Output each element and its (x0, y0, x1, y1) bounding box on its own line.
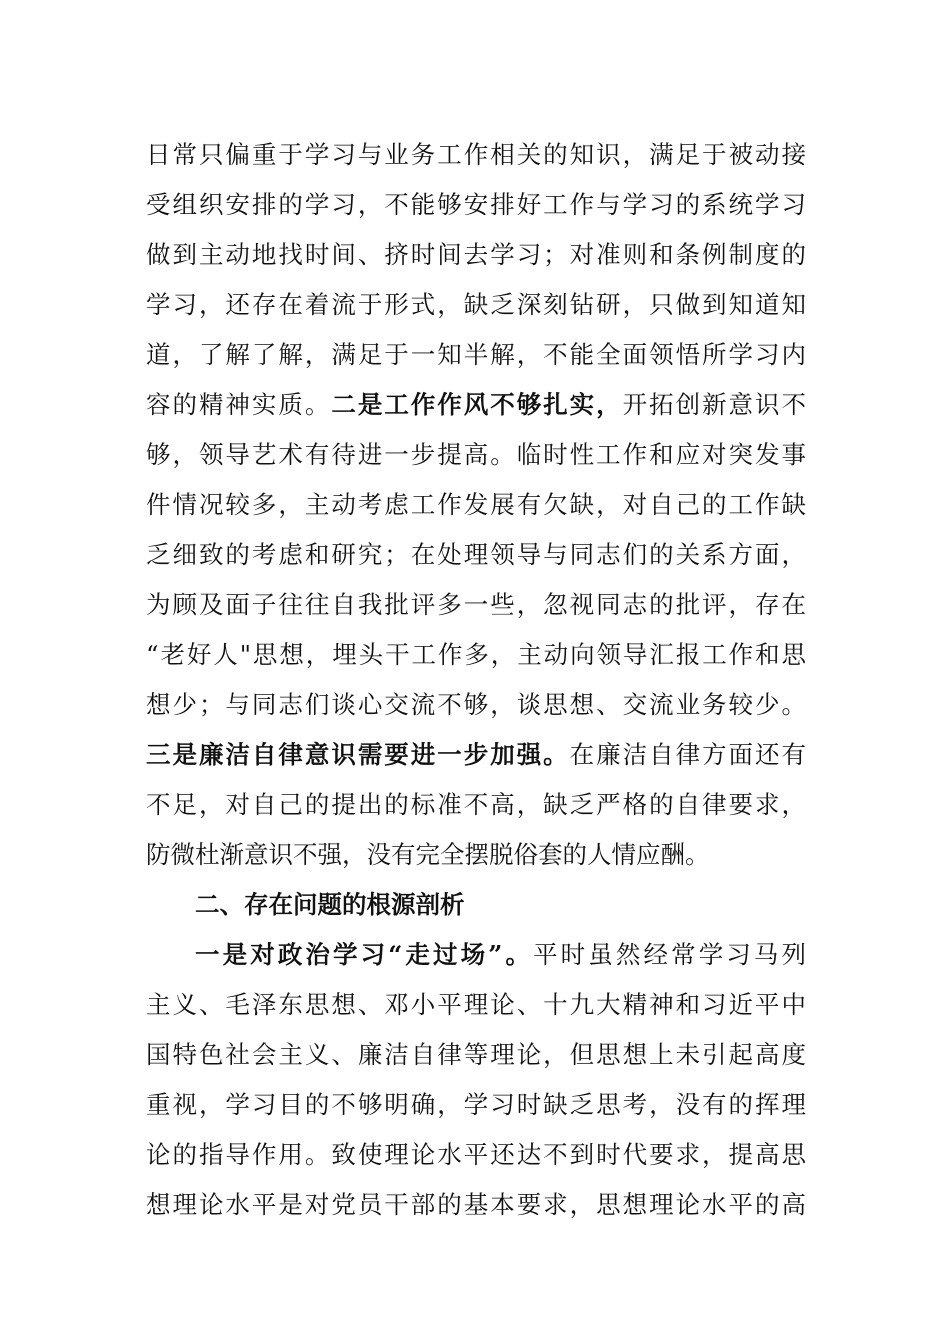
text-run: 开拓创新意识不 (622, 390, 807, 419)
text-line: 受组织安排的学习，不能够安排好工作与学习的系统学习 (146, 190, 806, 219)
text-line: 为顾及面子往往自我批评多一些，忽视同志的批评，存在 (146, 590, 806, 619)
bold-point-heading: 一是对政治学习“走过场”。 (195, 940, 534, 969)
text-run: 平时虽然经常学习马列 (533, 940, 807, 969)
text-line: 国特色社会主义、廉洁自律等理论，但思想上未引起高度 (146, 1040, 806, 1069)
text-line (146, 735, 806, 775)
text-line: 论的指导作用。致使理论水平还达不到时代要求，提高思 (146, 1140, 806, 1169)
text-line: 想少；与同志们谈心交流不够，谈思想、交流业务较少。 (146, 690, 806, 719)
text-line: 做到主动地找时间、挤时间去学习；对准则和条例制度的 (146, 240, 806, 269)
section-heading: 二、存在问题的根源剖析 (195, 890, 465, 919)
text-line (146, 385, 806, 425)
text-line: 件情况较多，主动考虑工作发展有欠缺，对自己的工作缺 (146, 490, 806, 519)
text-run: 容的精神实质。 (146, 390, 332, 419)
text-line: 想理论水平是对党员干部的基本要求，思想理论水平的高 (146, 1190, 806, 1219)
text-line: 乏细致的考虑和研究；在处理领导与同志们的关系方面， (146, 540, 806, 569)
bold-point-heading: 三是廉洁自律意识需要进一步加强。 (146, 740, 570, 769)
text-line: 够，领导艺术有待进一步提高。临时性工作和应对突发事 (146, 440, 806, 469)
text-line (195, 935, 806, 975)
text-line: 防微杜渐意识不强，没有完全摆脱俗套的人情应酬。 (146, 840, 710, 869)
text-line: 不足，对自己的提出的标准不高，缺乏严格的自律要求， (146, 790, 806, 819)
text-line: 日常只偏重于学习与业务工作相关的知识，满足于被动接 (146, 140, 806, 169)
bold-point-heading: 二是工作作风不够扎实， (331, 390, 623, 419)
text-run: 在廉洁自律方面还有 (569, 740, 807, 769)
text-line: 重视，学习目的不够明确，学习时缺乏思考，没有的挥理 (146, 1090, 806, 1119)
text-line: 主义、毛泽东思想、邓小平理论、十九大精神和习近平中 (146, 990, 806, 1019)
text-line: 学习，还存在着流于形式，缺乏深刻钻研，只做到知道知 (146, 290, 806, 319)
text-line: 道，了解了解，满足于一知半解，不能全面领悟所学习内 (146, 340, 806, 369)
text-line: “老好人"思想，埋头干工作多，主动向领导汇报工作和思 (146, 640, 806, 669)
